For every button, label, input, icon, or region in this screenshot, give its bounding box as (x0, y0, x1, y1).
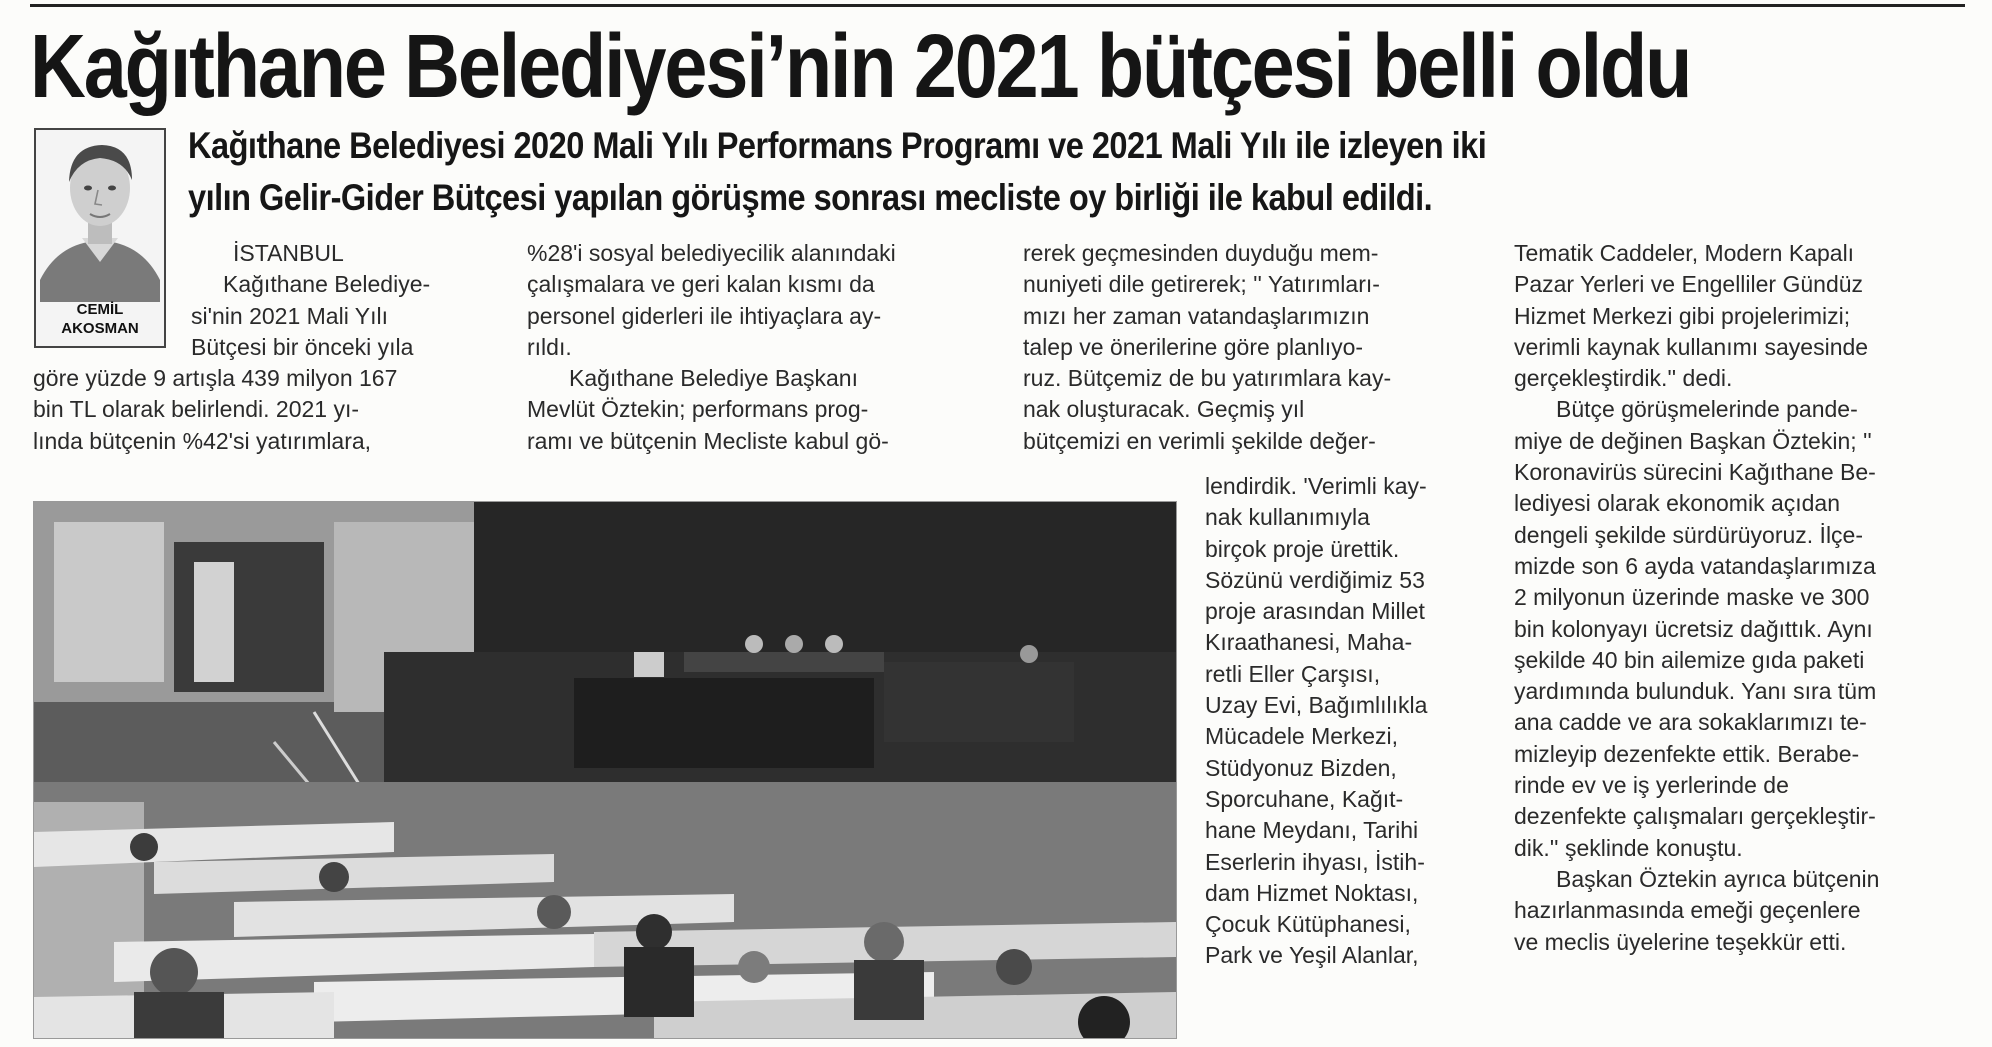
text-line: göre yüzde 9 artışla 439 milyon 167 (33, 365, 398, 392)
text-line: Bütçe görüşmelerinde pande- (1556, 396, 1858, 423)
deck-summary (188, 120, 1763, 224)
text-line: Pazar Yerleri ve Engelliler Gündüz (1514, 271, 1864, 298)
text-line: Eserlerin ihyası, İstih- (1205, 848, 1425, 875)
text-line: ruz. Bütçemiz de bu yatırımlara kay- (1023, 365, 1392, 392)
text-line: Stüdyonuz Bizden, (1205, 754, 1397, 781)
text-line: Uzay Evi, Bağımlılıkla (1205, 692, 1428, 719)
article-column-3-wrap (1205, 471, 1495, 972)
text-line: mizde son 6 ayda vatandaşlarımıza (1514, 552, 1876, 579)
article-column-3 (1023, 238, 1483, 457)
dateline: İSTANBUL (233, 240, 344, 266)
text-line: dik.'' şeklinde konuştu. (1514, 834, 1743, 861)
text-line: bütçemizi en verimli şekilde değer- (1023, 427, 1376, 454)
headline: Kağıthane Belediyesi’nin 2021 bütçesi belli oldu (30, 17, 1691, 117)
text-line: Park ve Yeşil Alanlar, (1205, 942, 1419, 969)
text-line: Mevlüt Öztekin; performans prog- (527, 396, 869, 423)
text-line: çalışmalara ve geri kalan kısmı da (527, 271, 875, 298)
text-line: Mücadele Merkezi, (1205, 723, 1399, 750)
text-line: dezenfekte çalışmaları gerçekleştir- (1514, 803, 1876, 830)
text-line: Kağıthane Belediye Başkanı (569, 365, 858, 392)
text-line: dam Hizmet Noktası, (1205, 879, 1419, 906)
text-line: ve meclis üyelerine teşekkür etti. (1514, 928, 1847, 955)
text-line: hazırlanmasında emeği geçenlere (1514, 897, 1861, 924)
text-line: Tematik Caddeler, Modern Kapalı (1514, 240, 1855, 266)
text-line: nak kullanımıyla (1205, 504, 1370, 531)
text-line: Kıraathanesi, Maha- (1205, 629, 1413, 656)
article-column-1 (33, 238, 493, 457)
text-line: Kağıthane Belediye- (223, 271, 431, 298)
author-last-name: AKOSMAN (61, 320, 139, 337)
text-line: ramı ve bütçenin Mecliste kabul gö- (527, 427, 889, 454)
text-line: ana cadde ve ara sokaklarımızı te- (1514, 709, 1867, 736)
text-line: %28'i sosyal belediyecilik alanındaki (527, 240, 896, 266)
text-line: bin kolonyayı ücretsiz dağıttık. Aynı (1514, 615, 1873, 642)
text-line: mızı her zaman vatandaşlarımızın (1023, 302, 1370, 329)
text-line: Çocuk Kütüphanesi, (1205, 911, 1411, 938)
text-line: Hizmet Merkezi gibi projelerimizi; (1514, 302, 1851, 329)
text-line: talep ve önerilerine göre planlıyo- (1023, 333, 1364, 360)
text-line: gerçekleştirdik.'' dedi. (1514, 365, 1733, 392)
text-line: hane Meydanı, Tarihi (1205, 817, 1419, 844)
text-line: proje arasından Millet (1205, 598, 1425, 625)
deck-line: Kağıthane Belediyesi 2020 Mali Yılı Performans Programı ve 2021 Mali Yılı ile izleyen iki (188, 125, 1487, 166)
author-first-name: CEMİL (76, 301, 124, 318)
text-line: birçok proje ürettik. (1205, 535, 1400, 562)
text-line: Sözünü verdiğimiz 53 (1205, 566, 1425, 593)
text-line: rıldı. (527, 333, 572, 360)
text-line: bin TL olarak belirlendi. 2021 yı- (33, 396, 360, 423)
text-line: lında bütçenin %42'si yatırımlara, (33, 427, 372, 454)
text-line: miye de değinen Başkan Öztekin; '' (1514, 427, 1872, 454)
article-column-2 (527, 238, 997, 457)
council-meeting-photo (33, 501, 1177, 1039)
text-line: mizleyip dezenfekte ettik. Berabe- (1514, 740, 1860, 767)
text-line: lediyesi olarak ekonomik açıdan (1514, 490, 1841, 517)
deck-line: yılın Gelir-Gider Bütçesi yapılan görüşme sonrası mecliste oy birliği ile kabul edildi. (188, 177, 1433, 218)
text-line: Sporcuhane, Kağıt- (1205, 785, 1404, 812)
text-line: rinde ev ve iş yerlerinde de (1514, 772, 1789, 799)
top-rule (30, 4, 1965, 7)
text-line: verimli kaynak kullanımı sayesinde (1514, 333, 1869, 360)
text-line: dengeli şekilde sürdürüyoruz. İlçe- (1514, 521, 1864, 548)
text-line: lendirdik. 'Verimli kay- (1205, 473, 1427, 499)
text-line: şekilde 40 bin ailemize gıda paketi (1514, 646, 1865, 673)
text-line: nuniyeti dile getirerek; '' Yatırımları- (1023, 271, 1380, 298)
text-line: 2 milyonun üzerinde maske ve 300 (1514, 584, 1870, 611)
text-line: retli Eller Çarşısı, (1205, 660, 1381, 687)
text-line: Bütçesi bir önceki yıla (191, 333, 414, 360)
text-line: Başkan Öztekin ayrıca bütçenin (1556, 865, 1880, 892)
text-line: si'nin 2021 Mali Yılı (191, 302, 389, 329)
text-line: rerek geçmesinden duyduğu mem- (1023, 240, 1379, 266)
text-line: Koronavirüs sürecini Kağıthane Be- (1514, 459, 1876, 486)
text-line: nak oluşturacak. Geçmiş yıl (1023, 396, 1305, 423)
article-column-4 (1514, 238, 1984, 958)
text-line: personel giderleri ile ihtiyaçlara ay- (527, 302, 882, 329)
text-line: yardımında bulunduk. Yanı sıra tüm (1514, 678, 1877, 705)
